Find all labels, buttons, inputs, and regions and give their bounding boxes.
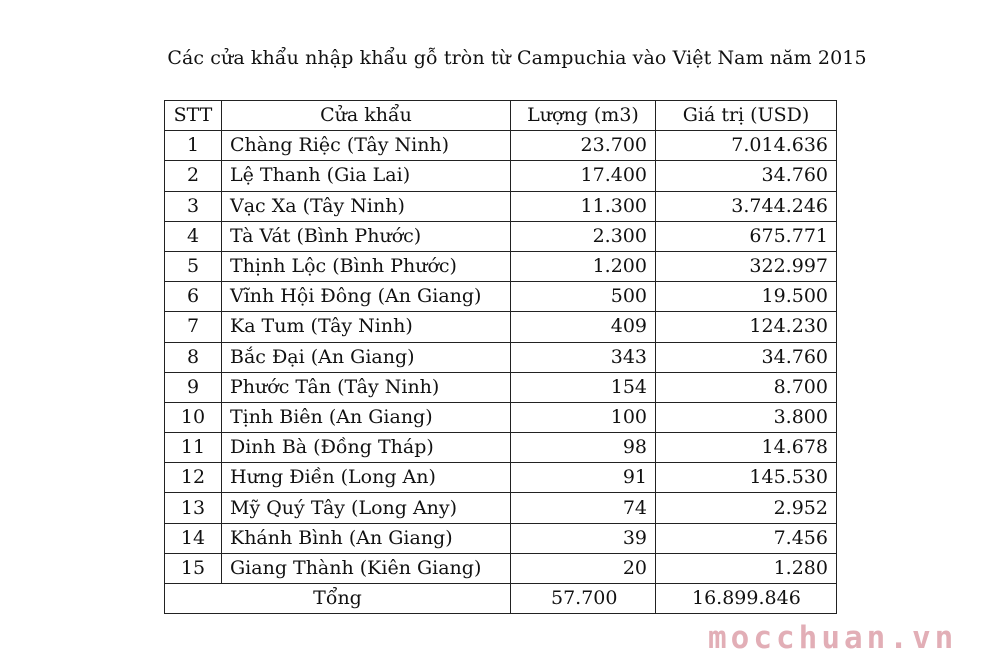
row-border-gate: Mỹ Quý Tây (Long Any) — [222, 493, 511, 523]
row-stt: 2 — [165, 161, 222, 191]
row-quantity: 409 — [511, 312, 656, 342]
row-quantity: 500 — [511, 282, 656, 312]
row-quantity: 343 — [511, 342, 656, 372]
row-stt: 13 — [165, 493, 222, 523]
row-quantity: 154 — [511, 372, 656, 402]
total-quantity: 57.700 — [511, 584, 656, 614]
row-value: 3.744.246 — [656, 191, 837, 221]
row-quantity: 2.300 — [511, 221, 656, 251]
row-border-gate: Thịnh Lộc (Bình Phước) — [222, 251, 511, 281]
row-value: 14.678 — [656, 433, 837, 463]
row-quantity: 23.700 — [511, 131, 656, 161]
table-row — [165, 463, 837, 493]
row-value: 1.280 — [656, 553, 837, 583]
row-stt: 6 — [165, 282, 222, 312]
table-row — [165, 312, 837, 342]
row-border-gate: Vĩnh Hội Đông (An Giang) — [222, 282, 511, 312]
row-stt: 15 — [165, 553, 222, 583]
row-value: 7.014.636 — [656, 131, 837, 161]
row-border-gate: Hưng Điền (Long An) — [222, 463, 511, 493]
row-stt: 11 — [165, 433, 222, 463]
row-value: 145.530 — [656, 463, 837, 493]
table-row — [165, 493, 837, 523]
table-row — [165, 131, 837, 161]
row-border-gate: Ka Tum (Tây Ninh) — [222, 312, 511, 342]
row-quantity: 74 — [511, 493, 656, 523]
row-stt: 14 — [165, 523, 222, 553]
row-value: 7.456 — [656, 523, 837, 553]
import-table — [164, 100, 837, 614]
row-border-gate: Phước Tân (Tây Ninh) — [222, 372, 511, 402]
row-stt: 5 — [165, 251, 222, 281]
header-border-gate: Cửa khẩu — [222, 101, 511, 131]
row-quantity: 20 — [511, 553, 656, 583]
row-quantity: 1.200 — [511, 251, 656, 281]
row-border-gate: Giang Thành (Kiên Giang) — [222, 553, 511, 583]
table-row — [165, 191, 837, 221]
row-border-gate: Bắc Đại (An Giang) — [222, 342, 511, 372]
total-value: 16.899.846 — [656, 584, 837, 614]
row-value: 34.760 — [656, 342, 837, 372]
table-row — [165, 221, 837, 251]
row-border-gate: Dinh Bà (Đồng Tháp) — [222, 433, 511, 463]
page-title: Các cửa khẩu nhập khẩu gỗ tròn từ Campuchia vào Việt Nam năm 2015 — [167, 47, 867, 69]
table-row — [165, 282, 837, 312]
table-row — [165, 523, 837, 553]
table-row — [165, 342, 837, 372]
row-stt: 9 — [165, 372, 222, 402]
table-row — [165, 251, 837, 281]
row-quantity: 11.300 — [511, 191, 656, 221]
table-row — [165, 553, 837, 583]
header-quantity: Lượng (m3) — [511, 101, 656, 131]
row-stt: 3 — [165, 191, 222, 221]
row-stt: 12 — [165, 463, 222, 493]
row-quantity: 98 — [511, 433, 656, 463]
row-value: 124.230 — [656, 312, 837, 342]
row-value: 675.771 — [656, 221, 837, 251]
row-value: 3.800 — [656, 402, 837, 432]
row-stt: 10 — [165, 402, 222, 432]
header-stt: STT — [165, 101, 222, 131]
row-border-gate: Tịnh Biên (An Giang) — [222, 402, 511, 432]
row-border-gate: Chàng Riệc (Tây Ninh) — [222, 131, 511, 161]
watermark-logo: mocchuan.vn — [708, 620, 958, 656]
row-value: 2.952 — [656, 493, 837, 523]
table-row — [165, 372, 837, 402]
table-row — [165, 402, 837, 432]
row-quantity: 100 — [511, 402, 656, 432]
row-value: 34.760 — [656, 161, 837, 191]
table-row — [165, 161, 837, 191]
row-border-gate: Lệ Thanh (Gia Lai) — [222, 161, 511, 191]
row-border-gate: Vạc Xa (Tây Ninh) — [222, 191, 511, 221]
row-quantity: 39 — [511, 523, 656, 553]
row-border-gate: Tà Vát (Bình Phước) — [222, 221, 511, 251]
row-border-gate: Khánh Bình (An Giang) — [222, 523, 511, 553]
row-value: 19.500 — [656, 282, 837, 312]
total-label: Tổng — [165, 584, 511, 614]
total-row — [165, 584, 837, 614]
table-row — [165, 433, 837, 463]
row-value: 322.997 — [656, 251, 837, 281]
table-header-row — [165, 101, 837, 131]
row-value: 8.700 — [656, 372, 837, 402]
row-quantity: 17.400 — [511, 161, 656, 191]
row-stt: 7 — [165, 312, 222, 342]
row-stt: 4 — [165, 221, 222, 251]
row-stt: 1 — [165, 131, 222, 161]
header-value: Giá trị (USD) — [656, 101, 837, 131]
row-quantity: 91 — [511, 463, 656, 493]
row-stt: 8 — [165, 342, 222, 372]
